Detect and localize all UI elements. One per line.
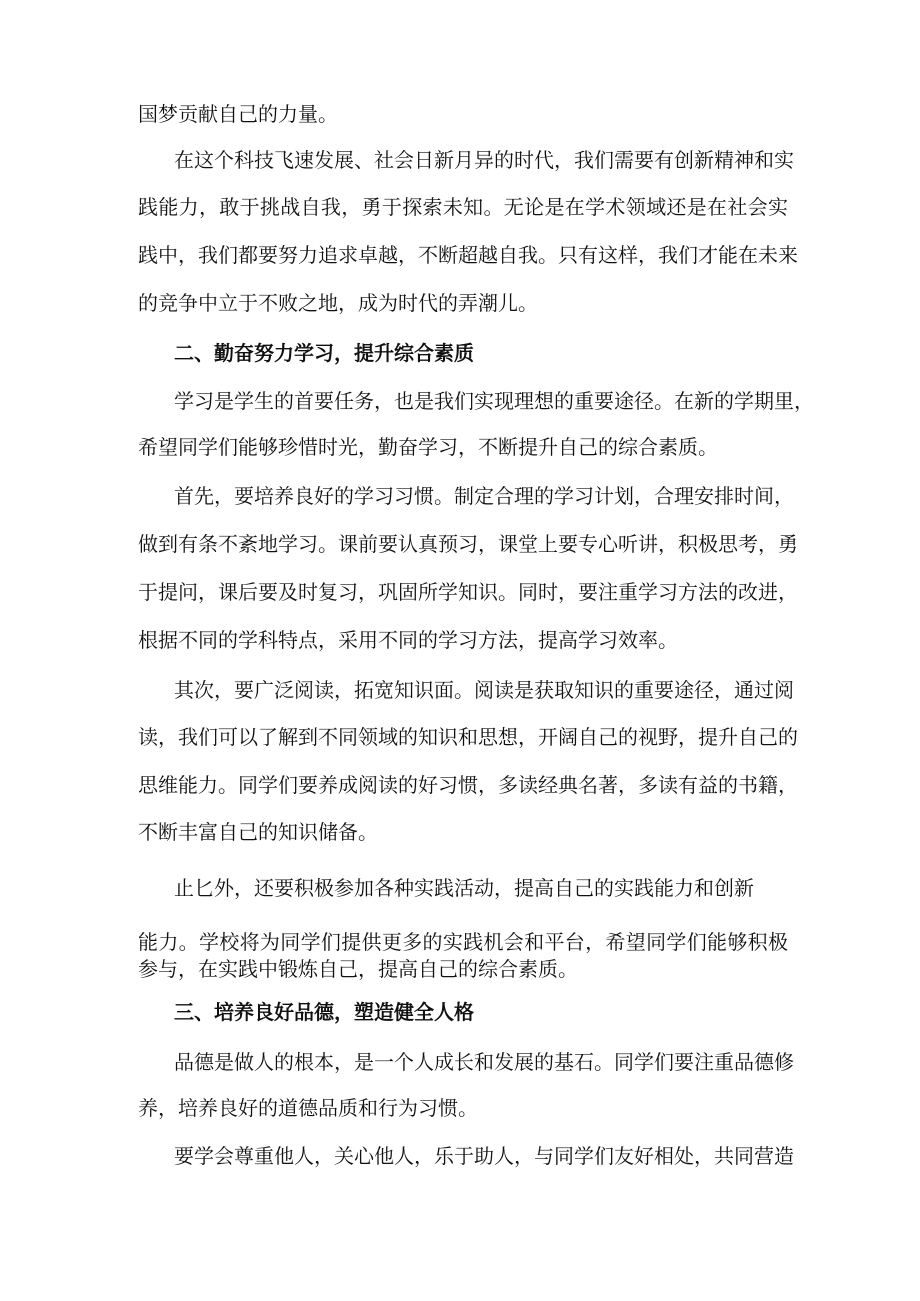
text-line: 参与，在实践中锻炼自己，提高自己的综合素质。 (138, 957, 578, 981)
text-line: 首先，要培养良好的学习习惯。制定合理的学习计划，合理安排时间， (174, 484, 794, 508)
text-line: 能力。学校将为同学们提供更多的实践机会和平台，希望同学们能够积极 (138, 930, 788, 954)
text-line: 做到有条不紊地学习。课前要认真预习，课堂上要专心听讲，积极思考，勇 (138, 532, 798, 556)
text-line: 其次，要广泛阅读，拓宽知识面。阅读是获取知识的重要途径，通过阅 (174, 678, 794, 702)
text-line: 要学会尊重他人，关心他人，乐于助人，与同学们友好相处，共同营造 (174, 1144, 794, 1168)
section-heading: 三、培养良好品德，塑造健全人格 (174, 1000, 474, 1024)
text-line: 践中，我们都要努力追求卓越，不断超越自我。只有这样，我们才能在未来 (138, 243, 798, 267)
text-line: 根据不同的学科特点，采用不同的学习方法，提高学习效率。 (138, 628, 678, 652)
text-line: 思维能力。同学们要养成阅读的好习惯，多读经典名著，多读有益的书籍， (138, 773, 798, 797)
text-line: 的竞争中立于不败之地，成为时代的弄潮儿。 (138, 291, 538, 315)
text-line: 品德是做人的根本，是一个人成长和发展的基石。同学们要注重品德修 (174, 1050, 794, 1074)
section-heading: 二、勤奋努力学习，提升综合素质 (174, 341, 474, 365)
text-line: 止匕外，还要积极参加各种实践活动，提高自己的实践能力和创新 (174, 876, 754, 900)
text-line: 希望同学们能够珍惜时光，勤奋学习，不断提升自己的综合素质。 (138, 435, 718, 459)
text-line: 不断丰富自己的知识储备。 (138, 820, 378, 844)
text-line: 国梦贡献自己的力量。 (138, 102, 338, 126)
text-line: 践能力，敢于挑战自我，勇于探索未知。无论是在学术领域还是在社会实 (138, 195, 788, 219)
text-line: 学习是学生的首要任务，也是我们实现理想的重要途径。在新的学期里， (174, 389, 814, 413)
text-line: 于提问，课后要及时复习，巩固所学知识。同时，要注重学习方法的改进， (138, 580, 798, 604)
text-line: 在这个科技飞速发展、社会日新月异的时代，我们需要有创新精神和实 (174, 148, 794, 172)
text-line: 读，我们可以了解到不同领域的知识和思想，开阔自己的视野，提升自己的 (138, 725, 798, 749)
text-line: 养，培养良好的道德品质和行为习惯。 (138, 1096, 478, 1120)
